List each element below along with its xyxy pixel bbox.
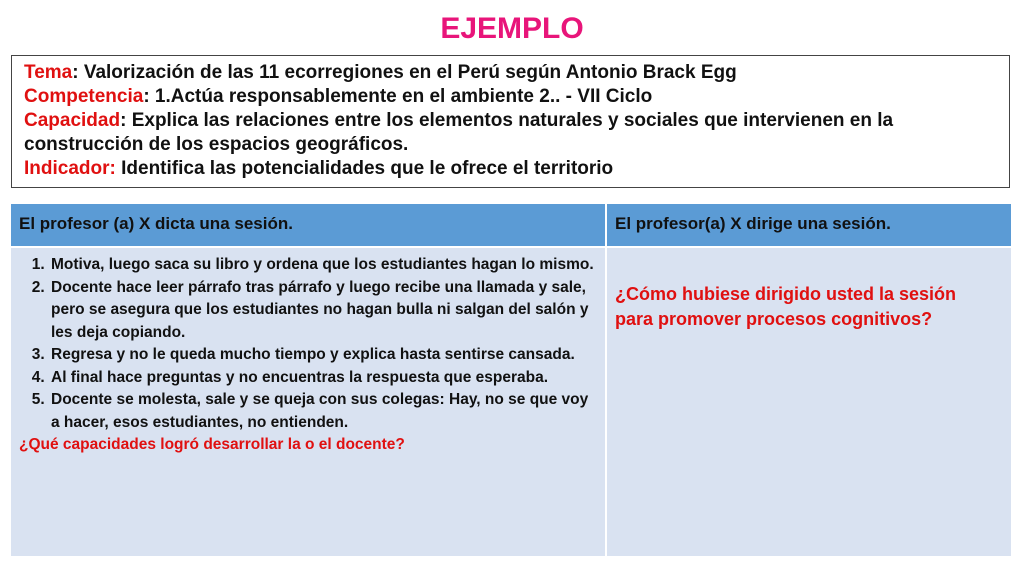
- list-item: 5. Docente se molesta, sale y se queja con sus colegas: Hay, no se que voy a hacer, esos estudiantes, no entienden.: [49, 389, 595, 434]
- list-item: 4. Al final hace preguntas y no encuentras la respuesta que esperaba.: [49, 367, 595, 390]
- capacidad-label: Capacidad: [24, 110, 121, 131]
- table-header-left: El profesor (a) X dicta una sesión.: [11, 204, 605, 246]
- info-box: [11, 55, 1010, 188]
- indicador-text: Identifica las potencialidades que le ofrece el territorio: [115, 158, 614, 179]
- tema-line: [24, 61, 999, 85]
- list-item: 1. Motiva, luego saca su libro y ordena que los estudiantes hagan lo mismo.: [49, 254, 595, 277]
- indicador-line: [24, 157, 999, 181]
- competencia-text: : 1.Actúa responsablemente en el ambiente 2.. - VII Ciclo: [143, 86, 653, 107]
- table-cell-right: [607, 248, 1011, 556]
- slide-title: EJEMPLO: [440, 12, 584, 45]
- tema-text: : Valorización de las 11 ecorregiones en el Perú según Antonio Brack Egg: [72, 62, 737, 83]
- indicador-label: Indicador:: [24, 158, 116, 179]
- steps-list: [19, 254, 595, 434]
- capacidad-line: [24, 109, 999, 157]
- list-item: 3. Regresa y no le queda mucho tiempo y explica hasta sentirse cansada.: [49, 344, 595, 367]
- table-cell-left: [11, 248, 605, 556]
- capacidad-text: : Explica las relaciones entre los elementos naturales y sociales que intervienen en la construcción de los espacios geográficos.: [24, 110, 894, 155]
- competencia-label: Competencia: [24, 86, 144, 107]
- table-header-right: El profesor(a) X dirige una sesión.: [607, 204, 1011, 246]
- tema-label: Tema: [24, 62, 73, 83]
- question-right: ¿Cómo hubiese dirigido usted la sesión para promover procesos cognitivos?: [615, 284, 957, 329]
- competencia-line: [24, 85, 999, 109]
- list-item: 2. Docente hace leer párrafo tras párrafo y luego recibe una llamada y sale, pero se asegura que los estudiantes no hagan bulla ni salgan del salón y les deja copiando.: [49, 277, 595, 345]
- question-left: ¿Qué capacidades logró desarrollar la o el docente?: [19, 436, 405, 453]
